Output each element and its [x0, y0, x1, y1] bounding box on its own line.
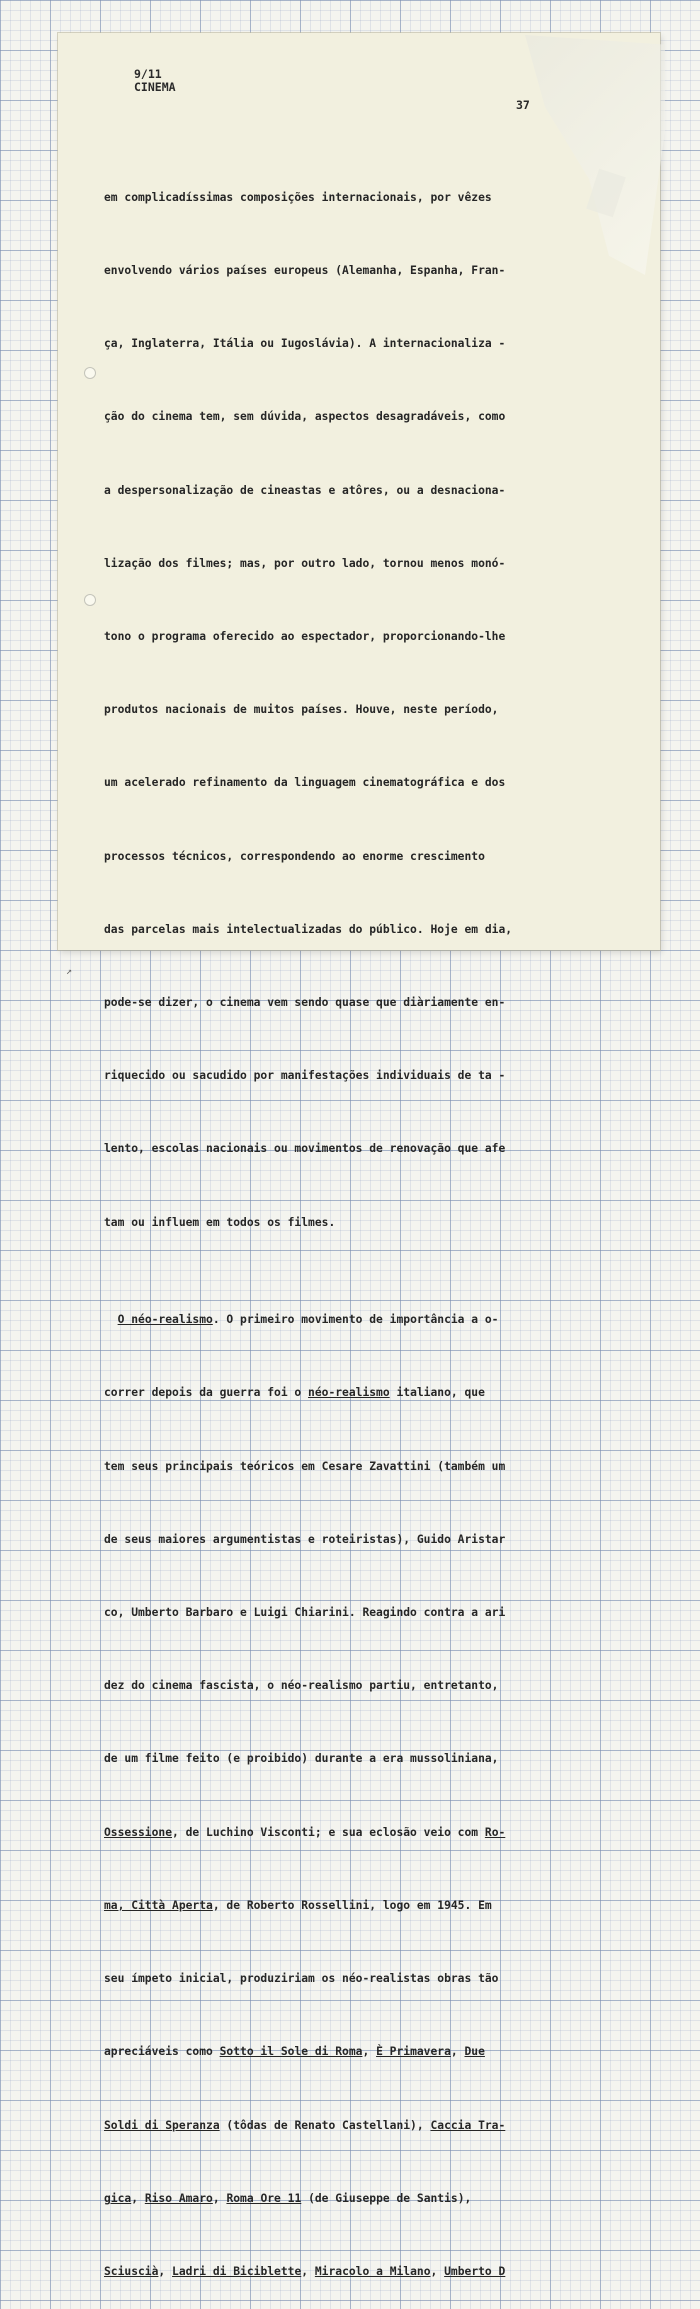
text-line: ção do cinema tem, sem dúvida, aspectos desagradáveis, como — [104, 410, 506, 424]
page-header — [134, 68, 176, 94]
film-title: Caccia Tra- — [430, 2118, 506, 2132]
film-title: Miracolo a Milano — [314, 2264, 431, 2278]
film-title: ma, Città Aperta — [104, 1898, 213, 1912]
term-underlined: néo-realismo — [308, 1386, 390, 1400]
text-line: seu ímpeto inicial, produziriam os néo-realistas obras tão — [104, 1972, 499, 1986]
text-run: , — [362, 2045, 377, 2059]
text-line: das parcelas mais intelectualizadas do público. Hoje em dia, — [104, 922, 513, 936]
text-line — [104, 2040, 544, 2064]
text-line: lização dos filmes; mas, por outro lado, tornou menos monó- — [104, 556, 506, 570]
text-line: a despersonalização de cineastas e atôres, ou a desnaciona- — [104, 483, 506, 497]
text-run: , — [450, 2045, 465, 2059]
text-line — [104, 1308, 544, 1332]
text-line: de um filme feito (e proibido) durante a era mussoliniana, — [104, 1752, 499, 1766]
text-line — [104, 2114, 544, 2138]
film-title: Ro- — [484, 1825, 506, 1839]
film-title: Roma Ore 11 — [226, 2191, 302, 2205]
text-line — [104, 1137, 544, 1161]
text-line — [104, 1894, 544, 1918]
text-run: , — [158, 2264, 173, 2278]
text-line: dez do cinema fascista, o néo-realismo partiu, entretanto, — [104, 1679, 499, 1693]
film-title: È Primavera — [376, 2045, 451, 2059]
text-run: (de Giuseppe de Santis), — [301, 2191, 472, 2205]
film-title: Sciuscià — [104, 2264, 159, 2278]
section-heading: O néo-realismo — [117, 1313, 213, 1327]
film-title: Ossessione — [104, 1825, 173, 1839]
text-line: em complicadíssimas composições internacionais, por vêzes — [104, 190, 492, 204]
text-line: riquecido ou sacudido por manifestações individuais de ta - — [104, 1069, 506, 1083]
text-line: tem seus principais teóricos em Cesare Zavattini (também um — [104, 1459, 506, 1473]
text-run: apreciáveis como — [104, 2045, 220, 2059]
text-line: pode-se dizer, o cinema vem sendo quase que diàriamente en- — [104, 996, 506, 1010]
film-title: Ladri di Biciblette — [172, 2264, 302, 2278]
punch-hole — [84, 367, 96, 379]
text-run: , — [301, 2264, 315, 2278]
text-run: . O primeiro movimento de importância a o- — [212, 1313, 499, 1327]
header-reference: 9/11 — [134, 67, 162, 81]
text-run: , de Roberto Rossellini, logo em 1945. Em — [212, 1898, 492, 1912]
film-title: Soldi di Speranza — [104, 2118, 220, 2132]
film-title: Due — [464, 2045, 485, 2059]
text-line: ça, Inglaterra, Itália ou Iugoslávia). A internacionaliza - — [104, 337, 506, 351]
text-line — [104, 1381, 544, 1405]
text-line: co, Umberto Barbaro e Luigi Chiarini. Reagindo contra a ari — [104, 1606, 506, 1620]
text-run: (tôdas de Renato Castellani), — [219, 2118, 431, 2132]
text-line — [104, 2260, 544, 2284]
film-title: Umberto D — [444, 2264, 506, 2278]
page-number: 37 — [516, 98, 530, 112]
text-line — [104, 1821, 544, 1845]
text-line: um acelerado refinamento da linguagem cinematográfica e dos — [104, 776, 506, 790]
pencil-mark: ↗ — [66, 966, 73, 977]
text-run: , de Luchino Visconti; e sua eclosão veio com — [172, 1825, 485, 1839]
header-section: CINEMA — [134, 80, 176, 94]
text-line: tono o programa oferecido ao espectador, proporcionando-lhe — [104, 630, 506, 644]
text-run: italiano, que — [389, 1386, 485, 1400]
text-line: tam ou influem em todos os filmes. — [104, 1215, 336, 1229]
film-title: Sotto il Sole di Roma — [219, 2045, 363, 2059]
film-title: gica — [104, 2191, 132, 2205]
film-title: Riso Amaro — [144, 2191, 213, 2205]
text-line: produtos nacionais de muitos países. Houve, neste período, — [104, 703, 499, 717]
punch-hole — [84, 594, 96, 606]
text-run: correr depois da guerra foi o — [104, 1386, 309, 1400]
text-run: lento, escolas nacionais ou movimentos de renovação que afe — [104, 1142, 506, 1156]
text-line: processos técnicos, correspondendo ao enorme crescimento — [104, 849, 485, 863]
text-line: de seus maiores argumentistas e roteiristas), Guido Aristar — [104, 1532, 506, 1546]
text-line — [104, 2187, 544, 2211]
body-text — [104, 137, 544, 2309]
text-line: envolvendo vários países europeus (Alemanha, Espanha, Fran- — [104, 264, 506, 278]
text-run: , — [430, 2264, 445, 2278]
text-run: , — [212, 2191, 227, 2205]
text-run: , — [131, 2191, 145, 2205]
